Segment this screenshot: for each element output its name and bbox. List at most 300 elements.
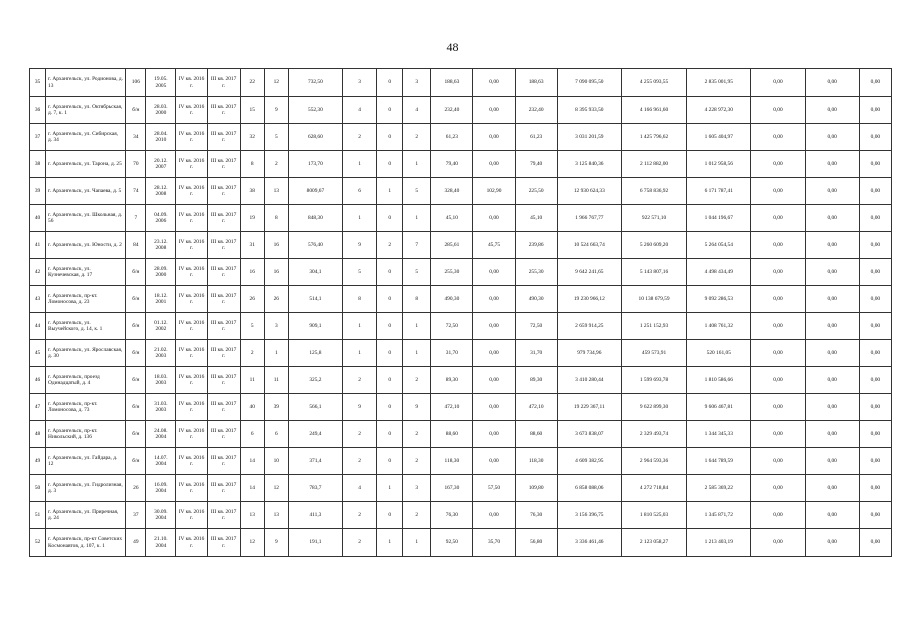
cost-other-b-cell: 0,00 bbox=[805, 97, 859, 124]
cost-fund-cell: 4 272 718,84 bbox=[621, 475, 686, 502]
cost-budget-cell: 520 161,05 bbox=[687, 340, 751, 367]
cost-total-cell: 6 858 088,06 bbox=[557, 475, 621, 502]
apartments-municipal-cell: 1 bbox=[403, 340, 431, 367]
document-number-cell: 26 bbox=[126, 475, 146, 502]
cost-budget-cell: 1 344 345,33 bbox=[687, 421, 751, 448]
page-number: 48 bbox=[446, 40, 459, 54]
row-number: 51 bbox=[30, 502, 46, 529]
cost-total-cell: 9 642 241,65 bbox=[557, 259, 621, 286]
cost-budget-cell: 2 835 001,95 bbox=[687, 69, 751, 97]
area-private-cell: 0,00 bbox=[473, 69, 515, 97]
document-date-cell: 21.02. 2003 bbox=[146, 340, 176, 367]
planned-start-cell: IV кв. 2016 г. bbox=[176, 529, 207, 557]
residents-resettled-cell: 13 bbox=[264, 502, 288, 529]
cost-other-c-cell: 0,00 bbox=[859, 124, 891, 151]
building-area-cell: 514,1 bbox=[288, 286, 342, 313]
area-private-cell: 0,00 bbox=[473, 97, 515, 124]
cost-fund-cell: 1 599 693,78 bbox=[621, 367, 686, 394]
table-row bbox=[30, 394, 892, 421]
residents-total-cell: 6 bbox=[240, 421, 264, 448]
apartments-municipal-cell: 4 bbox=[403, 97, 431, 124]
document-date-cell: 28.04. 2010 bbox=[146, 124, 176, 151]
table-row bbox=[30, 313, 892, 340]
document-number-cell: б/н bbox=[126, 259, 146, 286]
cost-fund-cell: 1 251 152,93 bbox=[621, 313, 686, 340]
apartments-municipal-cell: 9 bbox=[403, 394, 431, 421]
residents-resettled-cell: 8 bbox=[264, 205, 288, 232]
document-date-cell: 28.03. 2000 bbox=[146, 97, 176, 124]
row-number: 46 bbox=[30, 367, 46, 394]
cost-other-a-cell: 0,00 bbox=[751, 448, 805, 475]
planned-start-cell: IV кв. 2016 г. bbox=[176, 367, 207, 394]
apartments-private-cell: 1 bbox=[377, 178, 403, 205]
row-number: 35 bbox=[30, 69, 46, 97]
document-number-cell: б/н bbox=[126, 367, 146, 394]
area-private-cell: 0,00 bbox=[473, 151, 515, 178]
cost-other-c-cell: 0,00 bbox=[859, 151, 891, 178]
planned-end-cell: III кв. 2017 г. bbox=[207, 69, 240, 97]
residents-resettled-cell: 1 bbox=[264, 340, 288, 367]
area-private-cell: 102,90 bbox=[473, 178, 515, 205]
cost-other-b-cell: 0,00 bbox=[805, 259, 859, 286]
area-municipal-cell: 225,50 bbox=[515, 178, 557, 205]
planned-start-cell: IV кв. 2016 г. bbox=[176, 421, 207, 448]
cost-other-b-cell: 0,00 bbox=[805, 124, 859, 151]
apartments-private-cell: 0 bbox=[377, 313, 403, 340]
cost-fund-cell: 459 573,91 bbox=[621, 340, 686, 367]
address-cell: г. Архангельск, пр-кт. Никольский, д. 136 bbox=[46, 421, 126, 448]
area-municipal-cell: 490,30 bbox=[515, 286, 557, 313]
document-number-cell: б/н bbox=[126, 97, 146, 124]
address-cell: г. Архангельск, пр-кт. Ломоносова, д. 73 bbox=[46, 394, 126, 421]
apartments-total-cell: 6 bbox=[343, 178, 377, 205]
document-number-cell: б/н bbox=[126, 313, 146, 340]
cost-other-a-cell: 0,00 bbox=[751, 178, 805, 205]
building-area-cell: 173,70 bbox=[288, 151, 342, 178]
cost-fund-cell: 2 964 593,36 bbox=[621, 448, 686, 475]
table-row bbox=[30, 259, 892, 286]
cost-other-a-cell: 0,00 bbox=[751, 475, 805, 502]
area-total-cell: 92,50 bbox=[431, 529, 473, 557]
area-private-cell: 0,00 bbox=[473, 205, 515, 232]
cost-other-c-cell: 0,00 bbox=[859, 529, 891, 557]
cost-total-cell: 19 229 367,11 bbox=[557, 394, 621, 421]
residents-total-cell: 19 bbox=[240, 205, 264, 232]
cost-other-b-cell: 0,00 bbox=[805, 502, 859, 529]
residents-total-cell: 14 bbox=[240, 448, 264, 475]
address-cell: г. Архангельск, ул. Родионова, д. 13 bbox=[46, 69, 126, 97]
cost-budget-cell: 9 092 286,53 bbox=[687, 286, 751, 313]
document-date-cell: 19.05. 2005 bbox=[146, 69, 176, 97]
cost-total-cell: 979 734,96 bbox=[557, 340, 621, 367]
document-date-cell: 21.10. 2004 bbox=[146, 529, 176, 557]
planned-end-cell: III кв. 2017 г. bbox=[207, 97, 240, 124]
cost-other-a-cell: 0,00 bbox=[751, 502, 805, 529]
cost-fund-cell: 9 622 899,30 bbox=[621, 394, 686, 421]
apartments-private-cell: 0 bbox=[377, 205, 403, 232]
document-number-cell: 70 bbox=[126, 151, 146, 178]
document-number-cell: б/н bbox=[126, 421, 146, 448]
cost-budget-cell: 1 012 958,56 bbox=[687, 151, 751, 178]
row-number: 43 bbox=[30, 286, 46, 313]
cost-fund-cell: 922 571,10 bbox=[621, 205, 686, 232]
area-municipal-cell: 232,40 bbox=[515, 97, 557, 124]
cost-other-a-cell: 0,00 bbox=[751, 313, 805, 340]
planned-end-cell: III кв. 2017 г. bbox=[207, 448, 240, 475]
apartments-private-cell: 0 bbox=[377, 367, 403, 394]
cost-other-a-cell: 0,00 bbox=[751, 151, 805, 178]
area-total-cell: 79,40 bbox=[431, 151, 473, 178]
residents-resettled-cell: 11 bbox=[264, 367, 288, 394]
apartments-private-cell: 0 bbox=[377, 259, 403, 286]
building-area-cell: 249,4 bbox=[288, 421, 342, 448]
apartments-private-cell: 0 bbox=[377, 448, 403, 475]
area-private-cell: 0,00 bbox=[473, 340, 515, 367]
apartments-total-cell: 4 bbox=[343, 475, 377, 502]
residents-resettled-cell: 5 bbox=[264, 124, 288, 151]
apartments-total-cell: 2 bbox=[343, 502, 377, 529]
apartments-municipal-cell: 2 bbox=[403, 367, 431, 394]
planned-start-cell: IV кв. 2016 г. bbox=[176, 232, 207, 259]
cost-budget-cell: 1 408 761,32 bbox=[687, 313, 751, 340]
residents-total-cell: 38 bbox=[240, 178, 264, 205]
apartments-municipal-cell: 1 bbox=[403, 313, 431, 340]
residents-resettled-cell: 16 bbox=[264, 232, 288, 259]
cost-other-c-cell: 0,00 bbox=[859, 232, 891, 259]
document-number-cell: б/н bbox=[126, 448, 146, 475]
residents-total-cell: 2 bbox=[240, 340, 264, 367]
area-total-cell: 45,10 bbox=[431, 205, 473, 232]
area-municipal-cell: 188,63 bbox=[515, 69, 557, 97]
document-number-cell: б/н bbox=[126, 286, 146, 313]
area-municipal-cell: 88,60 bbox=[515, 421, 557, 448]
building-area-cell: 732,50 bbox=[288, 69, 342, 97]
planned-start-cell: IV кв. 2016 г. bbox=[176, 286, 207, 313]
planned-start-cell: IV кв. 2016 г. bbox=[176, 502, 207, 529]
cost-fund-cell: 4 166 961,60 bbox=[621, 97, 686, 124]
cost-total-cell: 3 156 396,75 bbox=[557, 502, 621, 529]
cost-other-a-cell: 0,00 bbox=[751, 286, 805, 313]
cost-other-b-cell: 0,00 bbox=[805, 178, 859, 205]
area-total-cell: 232,40 bbox=[431, 97, 473, 124]
planned-end-cell: III кв. 2017 г. bbox=[207, 340, 240, 367]
document-date-cell: 14.07. 2004 bbox=[146, 448, 176, 475]
area-municipal-cell: 61,23 bbox=[515, 124, 557, 151]
apartments-municipal-cell: 1 bbox=[403, 205, 431, 232]
area-total-cell: 328,40 bbox=[431, 178, 473, 205]
area-private-cell: 0,00 bbox=[473, 502, 515, 529]
area-private-cell: 0,00 bbox=[473, 259, 515, 286]
planned-start-cell: IV кв. 2016 г. bbox=[176, 448, 207, 475]
row-number: 36 bbox=[30, 97, 46, 124]
cost-total-cell: 19 230 966,12 bbox=[557, 286, 621, 313]
building-area-cell: 566,1 bbox=[288, 394, 342, 421]
document-number-cell: 37 bbox=[126, 502, 146, 529]
apartments-municipal-cell: 1 bbox=[403, 529, 431, 557]
apartments-municipal-cell: 1 bbox=[403, 151, 431, 178]
area-total-cell: 31,70 bbox=[431, 340, 473, 367]
area-total-cell: 118,30 bbox=[431, 448, 473, 475]
building-area-cell: 191,1 bbox=[288, 529, 342, 557]
planned-end-cell: III кв. 2017 г. bbox=[207, 178, 240, 205]
residents-resettled-cell: 12 bbox=[264, 69, 288, 97]
table-row bbox=[30, 286, 892, 313]
building-area-cell: 628,60 bbox=[288, 124, 342, 151]
building-area-cell: 552,30 bbox=[288, 97, 342, 124]
area-private-cell: 45,75 bbox=[473, 232, 515, 259]
row-number: 48 bbox=[30, 421, 46, 448]
area-municipal-cell: 76,30 bbox=[515, 502, 557, 529]
cost-total-cell: 4 609 382,95 bbox=[557, 448, 621, 475]
cost-total-cell: 8 395 933,50 bbox=[557, 97, 621, 124]
cost-budget-cell: 1 213 403,19 bbox=[687, 529, 751, 557]
cost-total-cell: 2 659 914,25 bbox=[557, 313, 621, 340]
row-number: 49 bbox=[30, 448, 46, 475]
cost-other-a-cell: 0,00 bbox=[751, 124, 805, 151]
building-area-cell: 411,3 bbox=[288, 502, 342, 529]
cost-other-b-cell: 0,00 bbox=[805, 421, 859, 448]
apartments-total-cell: 5 bbox=[343, 259, 377, 286]
apartments-private-cell: 2 bbox=[377, 232, 403, 259]
apartments-total-cell: 1 bbox=[343, 340, 377, 367]
area-private-cell: 0,00 bbox=[473, 421, 515, 448]
address-cell: г. Архангельск, ул. Гидролизная, д. 3 bbox=[46, 475, 126, 502]
document-date-cell: 18.12. 2001 bbox=[146, 286, 176, 313]
building-area-cell: 909,1 bbox=[288, 313, 342, 340]
table-row bbox=[30, 340, 892, 367]
cost-other-b-cell: 0,00 bbox=[805, 448, 859, 475]
cost-fund-cell: 1 425 796,62 bbox=[621, 124, 686, 151]
planned-end-cell: III кв. 2017 г. bbox=[207, 259, 240, 286]
building-area-cell: 783,7 bbox=[288, 475, 342, 502]
cost-total-cell: 10 524 663,74 bbox=[557, 232, 621, 259]
planned-start-cell: IV кв. 2016 г. bbox=[176, 259, 207, 286]
cost-other-c-cell: 0,00 bbox=[859, 448, 891, 475]
planned-end-cell: III кв. 2017 г. bbox=[207, 502, 240, 529]
cost-other-c-cell: 0,00 bbox=[859, 394, 891, 421]
apartments-total-cell: 9 bbox=[343, 394, 377, 421]
table-row bbox=[30, 421, 892, 448]
cost-other-a-cell: 0,00 bbox=[751, 232, 805, 259]
cost-budget-cell: 4 498 434,49 bbox=[687, 259, 751, 286]
apartments-private-cell: 1 bbox=[377, 475, 403, 502]
apartments-private-cell: 0 bbox=[377, 151, 403, 178]
planned-end-cell: III кв. 2017 г. bbox=[207, 205, 240, 232]
table-row bbox=[30, 232, 892, 259]
apartments-total-cell: 2 bbox=[343, 421, 377, 448]
area-private-cell: 0,00 bbox=[473, 448, 515, 475]
cost-budget-cell: 9 606 467,81 bbox=[687, 394, 751, 421]
cost-other-c-cell: 0,00 bbox=[859, 259, 891, 286]
address-cell: г. Архангельск, ул. Сибирская, д. 34 bbox=[46, 124, 126, 151]
planned-end-cell: III кв. 2017 г. bbox=[207, 394, 240, 421]
cost-other-c-cell: 0,00 bbox=[859, 340, 891, 367]
area-municipal-cell: 109,80 bbox=[515, 475, 557, 502]
apartments-private-cell: 0 bbox=[377, 502, 403, 529]
residents-resettled-cell: 12 bbox=[264, 475, 288, 502]
building-area-cell: 325,2 bbox=[288, 367, 342, 394]
area-municipal-cell: 472,10 bbox=[515, 394, 557, 421]
cost-other-c-cell: 0,00 bbox=[859, 502, 891, 529]
table-row bbox=[30, 205, 892, 232]
cost-budget-cell: 1 345 871,72 bbox=[687, 502, 751, 529]
apartments-total-cell: 2 bbox=[343, 529, 377, 557]
area-total-cell: 188,63 bbox=[431, 69, 473, 97]
apartments-municipal-cell: 2 bbox=[403, 421, 431, 448]
area-total-cell: 285,61 bbox=[431, 232, 473, 259]
apartments-municipal-cell: 8 bbox=[403, 286, 431, 313]
area-municipal-cell: 255,30 bbox=[515, 259, 557, 286]
cost-other-b-cell: 0,00 bbox=[805, 367, 859, 394]
planned-start-cell: IV кв. 2016 г. bbox=[176, 394, 207, 421]
cost-other-a-cell: 0,00 bbox=[751, 529, 805, 557]
cost-other-a-cell: 0,00 bbox=[751, 394, 805, 421]
cost-budget-cell: 1 644 789,59 bbox=[687, 448, 751, 475]
document-number-cell: б/н bbox=[126, 394, 146, 421]
cost-budget-cell: 4 228 972,30 bbox=[687, 97, 751, 124]
cost-other-c-cell: 0,00 bbox=[859, 286, 891, 313]
apartments-municipal-cell: 5 bbox=[403, 178, 431, 205]
residents-resettled-cell: 26 bbox=[264, 286, 288, 313]
document-date-cell: 16.09. 2004 bbox=[146, 475, 176, 502]
residents-total-cell: 22 bbox=[240, 69, 264, 97]
cost-budget-cell: 1 605 404,97 bbox=[687, 124, 751, 151]
apartments-total-cell: 2 bbox=[343, 367, 377, 394]
cost-other-a-cell: 0,00 bbox=[751, 259, 805, 286]
cost-total-cell: 1 966 767,77 bbox=[557, 205, 621, 232]
document-number-cell: 84 bbox=[126, 232, 146, 259]
cost-other-c-cell: 0,00 bbox=[859, 178, 891, 205]
area-private-cell: 0,00 bbox=[473, 313, 515, 340]
apartments-total-cell: 2 bbox=[343, 448, 377, 475]
residents-total-cell: 12 bbox=[240, 529, 264, 557]
row-number: 37 bbox=[30, 124, 46, 151]
table-row bbox=[30, 69, 892, 97]
document-number-cell: 49 bbox=[126, 529, 146, 557]
area-total-cell: 472,10 bbox=[431, 394, 473, 421]
area-total-cell: 255,30 bbox=[431, 259, 473, 286]
table-row bbox=[30, 124, 892, 151]
area-private-cell: 57,50 bbox=[473, 475, 515, 502]
residents-resettled-cell: 10 bbox=[264, 448, 288, 475]
row-number: 38 bbox=[30, 151, 46, 178]
planned-start-cell: IV кв. 2016 г. bbox=[176, 205, 207, 232]
address-cell: г. Архангельск, ул. Школьная, д. 56 bbox=[46, 205, 126, 232]
document-date-cell: 18.03. 2003 bbox=[146, 367, 176, 394]
cost-other-c-cell: 0,00 bbox=[859, 367, 891, 394]
cost-fund-cell: 2 329 493,74 bbox=[621, 421, 686, 448]
table-row bbox=[30, 367, 892, 394]
apartments-municipal-cell: 2 bbox=[403, 124, 431, 151]
cost-other-a-cell: 0,00 bbox=[751, 69, 805, 97]
cost-total-cell: 12 930 624,33 bbox=[557, 178, 621, 205]
apartments-total-cell: 8 bbox=[343, 286, 377, 313]
cost-other-a-cell: 0,00 bbox=[751, 367, 805, 394]
cost-total-cell: 3 125 840,36 bbox=[557, 151, 621, 178]
apartments-private-cell: 0 bbox=[377, 286, 403, 313]
area-private-cell: 0,00 bbox=[473, 124, 515, 151]
cost-total-cell: 3 410 280,44 bbox=[557, 367, 621, 394]
apartments-total-cell: 1 bbox=[343, 151, 377, 178]
cost-other-a-cell: 0,00 bbox=[751, 205, 805, 232]
planned-start-cell: IV кв. 2016 г. bbox=[176, 313, 207, 340]
document-number-cell: 74 bbox=[126, 178, 146, 205]
table-row bbox=[30, 151, 892, 178]
cost-total-cell: 3 673 838,07 bbox=[557, 421, 621, 448]
planned-start-cell: IV кв. 2016 г. bbox=[176, 124, 207, 151]
area-total-cell: 72,50 bbox=[431, 313, 473, 340]
address-cell: г. Архангельск, ул. Октябрьская, д. 7, к. 1 bbox=[46, 97, 126, 124]
planned-end-cell: III кв. 2017 г. bbox=[207, 529, 240, 557]
apartments-private-cell: 0 bbox=[377, 69, 403, 97]
cost-fund-cell: 5 260 609,20 bbox=[621, 232, 686, 259]
cost-other-a-cell: 0,00 bbox=[751, 97, 805, 124]
cost-budget-cell: 1 044 196,67 bbox=[687, 205, 751, 232]
row-number: 40 bbox=[30, 205, 46, 232]
planned-start-cell: IV кв. 2016 г. bbox=[176, 69, 207, 97]
area-private-cell: 0,00 bbox=[473, 394, 515, 421]
apartments-total-cell: 4 bbox=[343, 97, 377, 124]
building-area-cell: 576,40 bbox=[288, 232, 342, 259]
row-number: 50 bbox=[30, 475, 46, 502]
cost-other-c-cell: 0,00 bbox=[859, 205, 891, 232]
cost-other-b-cell: 0,00 bbox=[805, 529, 859, 557]
residents-total-cell: 32 bbox=[240, 124, 264, 151]
area-private-cell: 0,00 bbox=[473, 367, 515, 394]
document-date-cell: 04.09. 2006 bbox=[146, 205, 176, 232]
planned-end-cell: III кв. 2017 г. bbox=[207, 151, 240, 178]
address-cell: г. Архангельск, пр-кт Советских Космонавтов, д. 107, к. 1 bbox=[46, 529, 126, 557]
address-cell: г. Архангельск, ул. Тарона, д. 25 bbox=[46, 151, 126, 178]
apartments-total-cell: 1 bbox=[343, 313, 377, 340]
apartments-total-cell: 2 bbox=[343, 124, 377, 151]
cost-budget-cell: 2 585 369,22 bbox=[687, 475, 751, 502]
cost-other-b-cell: 0,00 bbox=[805, 232, 859, 259]
cost-fund-cell: 4 255 093,55 bbox=[621, 69, 686, 97]
document-date-cell: 31.03. 2003 bbox=[146, 394, 176, 421]
area-municipal-cell: 56,80 bbox=[515, 529, 557, 557]
document-number-cell: 7 bbox=[126, 205, 146, 232]
cost-other-a-cell: 0,00 bbox=[751, 421, 805, 448]
cost-budget-cell: 5 264 054,54 bbox=[687, 232, 751, 259]
apartments-total-cell: 1 bbox=[343, 205, 377, 232]
cost-fund-cell: 5 143 807,16 bbox=[621, 259, 686, 286]
apartments-municipal-cell: 5 bbox=[403, 259, 431, 286]
residents-total-cell: 40 bbox=[240, 394, 264, 421]
area-municipal-cell: 72,50 bbox=[515, 313, 557, 340]
area-total-cell: 61,23 bbox=[431, 124, 473, 151]
area-private-cell: 0,00 bbox=[473, 286, 515, 313]
cost-other-b-cell: 0,00 bbox=[805, 475, 859, 502]
row-number: 45 bbox=[30, 340, 46, 367]
housing-program-table bbox=[29, 68, 892, 557]
address-cell: г. Архангельск, ул. Кузнечевская, д. 17 bbox=[46, 259, 126, 286]
area-municipal-cell: 239,86 bbox=[515, 232, 557, 259]
apartments-municipal-cell: 2 bbox=[403, 448, 431, 475]
table-row bbox=[30, 448, 892, 475]
residents-resettled-cell: 13 bbox=[264, 178, 288, 205]
cost-other-b-cell: 0,00 bbox=[805, 313, 859, 340]
apartments-municipal-cell: 2 bbox=[403, 502, 431, 529]
table-row bbox=[30, 529, 892, 557]
planned-end-cell: III кв. 2017 г. bbox=[207, 421, 240, 448]
residents-resettled-cell: 9 bbox=[264, 97, 288, 124]
residents-total-cell: 31 bbox=[240, 232, 264, 259]
planned-start-cell: IV кв. 2016 г. bbox=[176, 340, 207, 367]
area-total-cell: 88,60 bbox=[431, 421, 473, 448]
area-total-cell: 167,30 bbox=[431, 475, 473, 502]
area-total-cell: 89,30 bbox=[431, 367, 473, 394]
